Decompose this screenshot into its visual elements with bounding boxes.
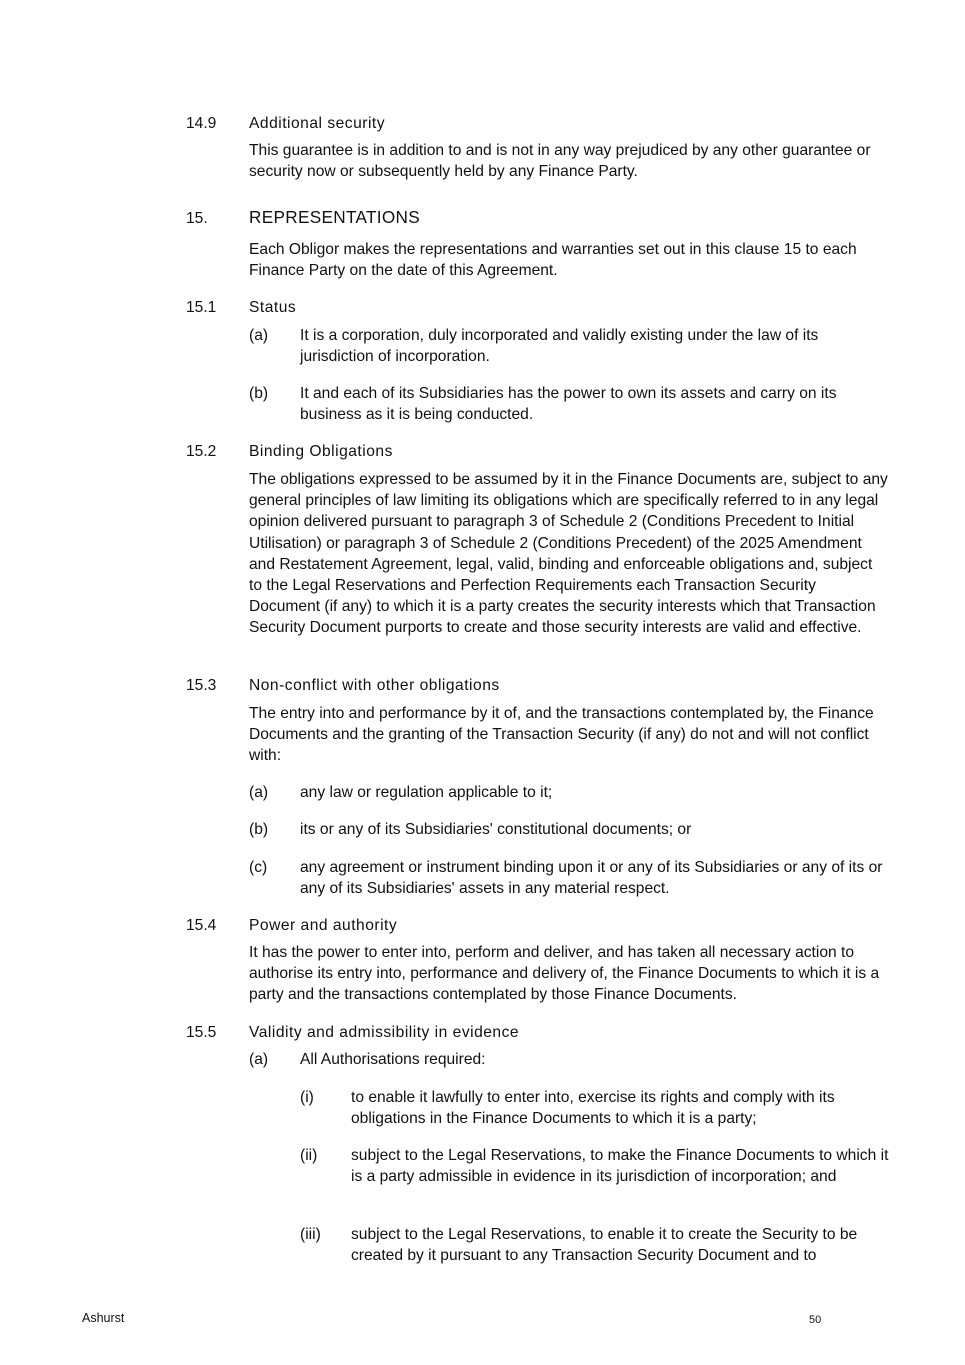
- item-text: All Authorisations required:: [300, 1051, 486, 1068]
- subitem-text: to enable it lawfully to enter into, exercise its rights and comply with its obligations in the Finance Documents to which it is a party;: [351, 1089, 835, 1128]
- item-label: (a): [249, 1051, 269, 1068]
- subitem-label: (i): [300, 1089, 314, 1106]
- item-text: It and each of its Subsidiaries has the power to own its assets and carry on its business as it is being conducted.: [300, 385, 837, 424]
- subitem-text: subject to the Legal Reservations, to enable it to create the Security to be created by it pursuant to any Transaction Security Document and to: [351, 1226, 858, 1265]
- clause-number: 15.: [186, 210, 208, 227]
- section-heading: Non-conflict with other obligations: [249, 677, 500, 694]
- item-text: its or any of its Subsidiaries' constitutional documents; or: [300, 821, 692, 838]
- subitem-label: (ii): [300, 1147, 318, 1164]
- clause-heading: REPRESENTATIONS: [249, 207, 420, 227]
- item-label: (b): [249, 385, 269, 402]
- section-heading: Power and authority: [249, 917, 398, 934]
- subitem-text: subject to the Legal Reservations, to make the Finance Documents to which it is a party admissible in evidence in its jurisdiction of incorporation; and: [351, 1147, 889, 1186]
- section-heading: Additional security: [249, 115, 386, 132]
- item-text: It is a corporation, duly incorporated and validly existing under the law of its jurisdiction of incorporation.: [300, 327, 819, 366]
- section-heading: Validity and admissibility in evidence: [249, 1024, 520, 1041]
- item-text: any law or regulation applicable to it;: [300, 784, 553, 801]
- section-heading: Binding Obligations: [249, 443, 393, 460]
- item-text: any agreement or instrument binding upon it or any of its Subsidiaries or any of its or any of its Subsidiaries' assets in any material respect.: [300, 859, 883, 898]
- section-body: The entry into and performance by it of, and the transactions contemplated by, the Finance Documents and the granting of the Transaction Security (if any) do not and will not conflict with:: [249, 705, 874, 765]
- section-number: 14.9: [186, 115, 217, 132]
- item-label: (a): [249, 784, 269, 801]
- section-body: The obligations expressed to be assumed by it in the Finance Documents are, subject to any general principles of law limiting its obligations which are specifically referred to in any legal opinion delivered pursuant to paragraph 3 of Schedule 2 (Conditions Precedent to Initial Utilisation) or paragraph 3 of Schedule 2 (Conditions Precedent) of the 2025 Amendment and Restatement Agreement, legal, valid, binding and enforceable obligations and, subject to the Legal Reservations and Perfection Requirements each Transaction Security Document (if any) to which it is a party creates the security interests which that Transaction Security Document purports to create and those security interests are valid and effective.: [249, 471, 888, 637]
- section-number: 15.4: [186, 917, 217, 934]
- clause-body: Each Obligor makes the representations and warranties set out in this clause 15 to each Finance Party on the date of this Agreement.: [249, 241, 857, 280]
- footer-firm-name: Ashurst: [82, 1311, 125, 1325]
- item-label: (a): [249, 327, 269, 344]
- section-body: It has the power to enter into, perform and deliver, and has taken all necessary action to authorise its entry into, performance and delivery of, the Finance Documents to which it is a party and the transactions contemplated by those Finance Documents.: [249, 944, 880, 1004]
- subitem-label: (iii): [300, 1226, 321, 1243]
- section-body: This guarantee is in addition to and is not in any way prejudiced by any other guarantee or security now or subsequently held by any Finance Party.: [249, 142, 871, 181]
- item-label: (c): [249, 859, 268, 876]
- section-number: 15.5: [186, 1024, 217, 1041]
- page-number: 50: [809, 1314, 822, 1326]
- section-heading: Status: [249, 299, 297, 316]
- item-label: (b): [249, 821, 269, 838]
- section-number: 15.2: [186, 443, 217, 460]
- section-number: 15.1: [186, 299, 217, 316]
- section-number: 15.3: [186, 677, 217, 694]
